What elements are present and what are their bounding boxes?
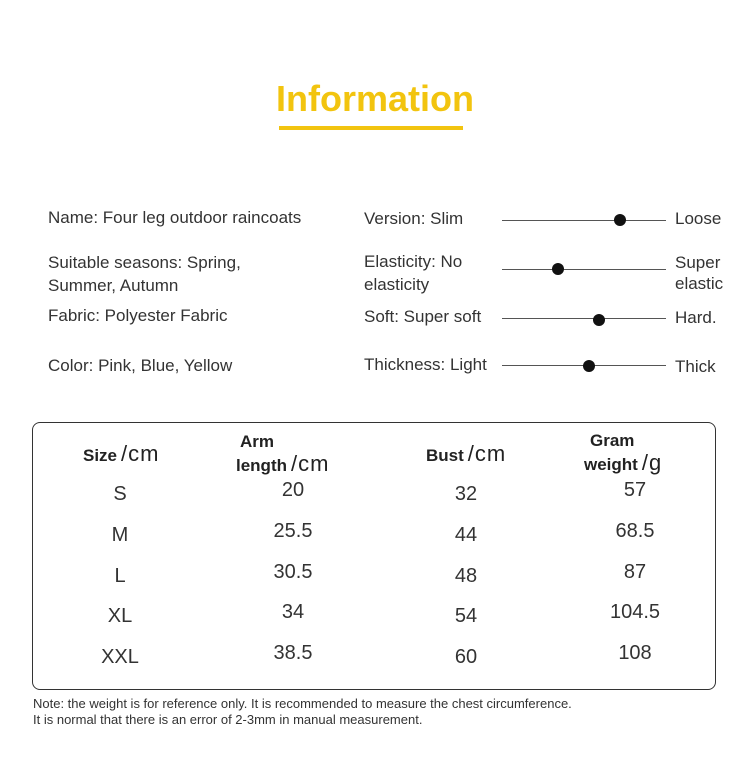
- attr-version-label: Version: Slim: [364, 209, 464, 228]
- page-title: Information: [276, 78, 474, 119]
- attr-elasticity-label: [364, 250, 462, 296]
- table-cell: XXL: [101, 646, 139, 668]
- header-gram-unit: /g: [641, 450, 663, 475]
- info-seasons-line1: Suitable seasons: Spring,: [48, 253, 241, 272]
- attr-soft-track: [502, 318, 666, 319]
- header-gram-line1: Gram: [590, 431, 635, 450]
- attr-version-end: Loose: [675, 209, 722, 228]
- attr-thickness-label: Thickness: Light: [364, 355, 487, 374]
- table-cell: 48: [454, 565, 478, 587]
- info-color: Color: Pink, Blue, Yellow: [48, 356, 233, 375]
- attr-soft-label: Soft: Super soft: [364, 307, 482, 326]
- header-arm: [236, 433, 329, 477]
- info-name: Name: Four leg outdoor raincoats: [48, 208, 302, 227]
- header-gram: [584, 432, 662, 476]
- header-bust-label: Bust: [426, 446, 464, 465]
- table-cell: 32: [454, 483, 478, 505]
- header-arm-line1: Arm: [240, 432, 275, 451]
- header-size-label: Size: [83, 446, 118, 465]
- header-arm-line2: length: [236, 456, 287, 475]
- attr-elasticity-label-line1: Elasticity: No: [364, 252, 463, 271]
- attr-elasticity-end-line1: Super: [675, 253, 721, 272]
- table-cell: 108: [618, 642, 652, 664]
- table-cell: 104.5: [609, 601, 661, 623]
- table-cell: 38.5: [273, 642, 313, 664]
- attr-elasticity-end: [675, 252, 723, 294]
- header-arm-unit: /cm: [291, 451, 330, 476]
- table-cell: M: [111, 524, 129, 546]
- header-size-unit: /cm: [121, 441, 160, 466]
- table-cell: 25.5: [273, 520, 313, 542]
- info-seasons: [48, 251, 241, 297]
- table-cell: 34: [281, 601, 305, 623]
- header-bust: [426, 441, 506, 467]
- table-cell: 20: [281, 479, 305, 501]
- table-cell: L: [114, 565, 126, 587]
- title-underline: [279, 126, 463, 130]
- attr-soft-dot: [593, 314, 605, 326]
- header-gram-line2: weight: [584, 455, 638, 474]
- attr-thickness-end: Thick: [675, 357, 716, 376]
- info-seasons-line2: Summer, Autumn: [48, 276, 179, 295]
- table-cell: 68.5: [615, 520, 655, 542]
- attr-version-track: [502, 220, 666, 221]
- note-line1: Note: the weight is for reference only. It is recommended to measure the chest circumference.: [33, 696, 572, 711]
- header-bust-unit: /cm: [467, 441, 507, 466]
- table-cell: 54: [454, 605, 478, 627]
- attr-thickness-dot: [583, 360, 595, 372]
- attr-elasticity-end-line2: elastic: [675, 274, 724, 293]
- note-line2: It is normal that there is an error of 2-3mm in manual measurement.: [33, 712, 423, 727]
- table-cell: S: [113, 483, 127, 505]
- attr-elasticity-dot: [552, 263, 564, 275]
- header-size: [83, 441, 159, 467]
- info-fabric: Fabric: Polyester Fabric: [48, 306, 228, 325]
- table-cell: 44: [454, 524, 478, 546]
- table-cell: XL: [107, 605, 133, 627]
- table-cell: 57: [623, 479, 647, 501]
- attr-version-dot: [614, 214, 626, 226]
- table-cell: 87: [623, 561, 647, 583]
- table-cell: 60: [454, 646, 478, 668]
- attr-elasticity-label-line2: elasticity: [364, 275, 430, 294]
- attr-elasticity-track: [502, 269, 666, 270]
- attr-soft-end: Hard.: [675, 308, 717, 327]
- table-cell: 30.5: [273, 561, 313, 583]
